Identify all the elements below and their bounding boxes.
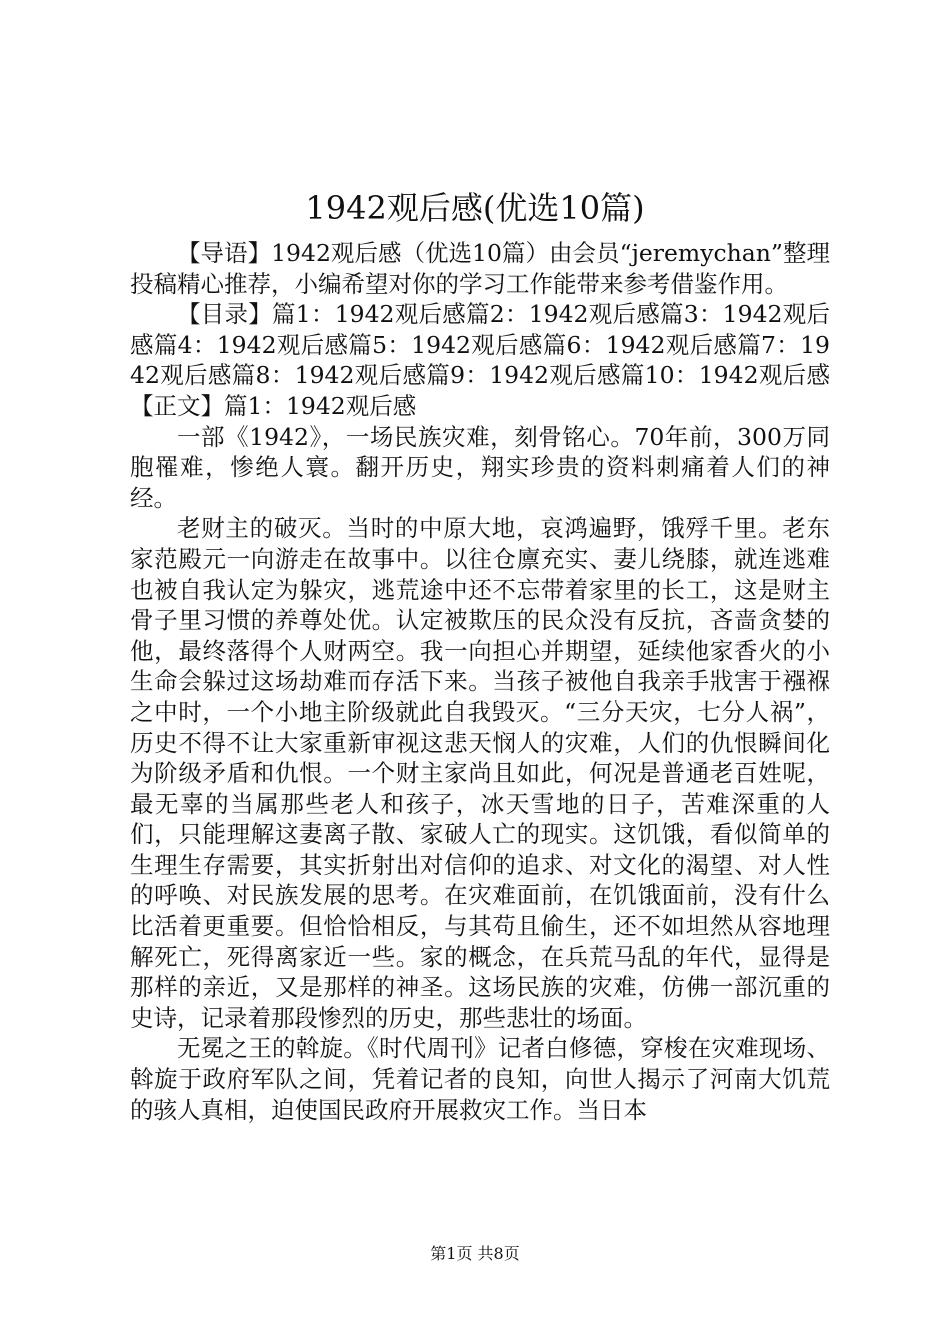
document-title: 1942观后感(优选10篇) bbox=[305, 189, 645, 227]
body-paragraph: 一部《1942》，一场民族灾难，刻骨铭心。70年前，300万同胞罹难，惨绝人寰。翻开历史，翔实珍贵的资料刺痛着人们的神经。 bbox=[130, 422, 830, 512]
intro-paragraph: 【导语】1942观后感（优选10篇）由会员“jeremychan”整理投稿精心推荐，小编希望对你的学习工作能带来参考借鉴作用。 bbox=[130, 239, 830, 298]
page-footer: 第1页 共8页 bbox=[430, 1244, 520, 1263]
body-paragraph: 无冕之王的斡旋。《时代周刊》记者白修德，穿梭在灾难现场、斡旋于政府军队之间，凭着记者的良知，向世人揭示了河南大饥荒的骇人真相，迫使国民政府开展救灾工作。当日本 bbox=[130, 1034, 830, 1124]
body-paragraph: 老财主的破灭。当时的中原大地，哀鸿遍野，饿殍千里。老东家范殿元一向游走在故事中。以往仓廪充实、妻儿绕膝，就连逃难也被自我认定为躲灾，逃荒途中还不忘带着家里的长工，这是财主骨子里习惯的养尊处优。认定被欺压的民众没有反抗，吝啬贪婪的他，最终落得个人财两空。我一向担心并期望，延续他家香火的小生命会躲过这场劫难而存活下来。当孩子被他自我亲手戕害于襁褓之中时，一个小地主阶级就此自我毁灭。“三分天灾，七分人祸”，历史不得不让大家重新审视这悲天悯人的灾难，人们的仇恨瞬间化为阶级矛盾和仇恨。一个财主家尚且如此，何况是普通老百姓呢，最无辜的当属那些老人和孩子，冰天雪地的日子，苦难深重的人们，只能理解这妻离子散、家破人亡的现实。这饥饿，看似简单的生理生存需要，其实折射出对信仰的追求、对文化的渴望、对人性的呼唤、对民族发展的思考。在灾难面前，在饥饿面前，没有什么比活着更重要。但恰恰相反，与其苟且偷生，还不如坦然从容地理解死亡，死得离家近一些。家的概念，在兵荒马乱的年代，显得是那样的亲近，又是那样的神圣。这场民族的灾难，仿佛一部沉重的史诗，记录着那段惨烈的历史，那些悲壮的场面。 bbox=[130, 514, 830, 1032]
document-body bbox=[130, 238, 830, 1125]
contents-paragraph: 【目录】篇1：1942观后感篇2：1942观后感篇3：1942观后感篇4：1942观后感篇5：1942观后感篇6：1942观后感篇7：1942观后感篇8：1942观后感篇9：1942观后感篇10：1942观后感【正文】篇1：1942观后感 bbox=[130, 300, 830, 420]
